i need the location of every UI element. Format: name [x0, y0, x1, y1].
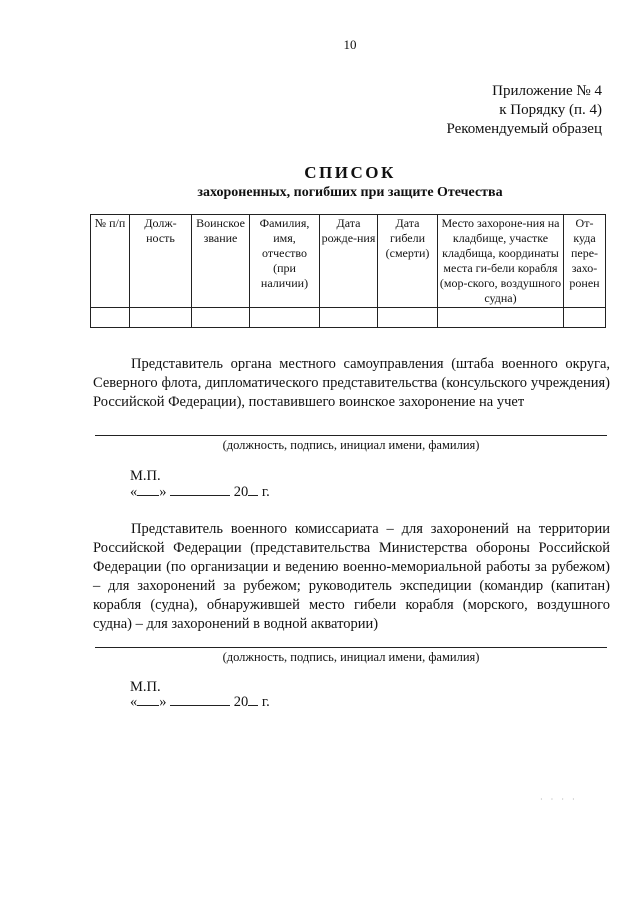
column-header-position: Долж-ность	[130, 215, 192, 308]
date-open-quote: «	[130, 484, 138, 500]
signature-line-2[interactable]	[95, 647, 607, 648]
table-cell[interactable]	[378, 308, 438, 328]
table-cell[interactable]	[192, 308, 250, 328]
appendix-block	[446, 82, 602, 139]
date-field-1	[130, 484, 270, 501]
stamp-label-2: М.П.	[130, 679, 161, 695]
signature-caption-1: (должность, подпись, инициал имени, фамилия)	[222, 438, 480, 452]
column-header-rank: Воинское звание	[192, 215, 250, 308]
column-header-birth-date: Дата рожде-ния	[320, 215, 378, 308]
date-close-quote: »	[159, 484, 167, 500]
date-field-2	[130, 694, 270, 711]
table-cell[interactable]	[250, 308, 320, 328]
month-blank[interactable]	[170, 705, 230, 706]
page-number: 10	[343, 37, 357, 52]
day-blank[interactable]	[137, 705, 159, 706]
table-cell[interactable]	[438, 308, 564, 328]
representative-paragraph-1: Представитель органа местного самоуправления (штаба военного округа, Северного флота, дипломатического представительства (консульского учреждения) Российской Федерации), поставившего воинское захоронение на учет	[93, 356, 610, 410]
table-header-row	[91, 215, 606, 308]
table-cell[interactable]	[130, 308, 192, 328]
table-cell[interactable]	[320, 308, 378, 328]
scan-noise-decoration: · · · ·	[540, 795, 578, 804]
year-prefix: 20	[233, 694, 249, 710]
appendix-line-2: к Порядку (п. 4)	[499, 102, 602, 118]
day-blank[interactable]	[137, 495, 159, 496]
year-suffix: г.	[261, 484, 270, 500]
table-cell[interactable]	[91, 308, 130, 328]
date-open-quote: «	[130, 694, 138, 710]
year-prefix: 20	[233, 484, 249, 500]
representative-paragraph-2: Представитель военного комиссариата – для захоронений на территории Российской Федерации (представительства Министерства обороны Российской Федерации (по организации и ведению военно-мемориальной работы за рубежом) – для захоронений за рубежом; руководитель экспедиции (командир (капитан) корабля (судна), обнаружившей место гибели корабля (морского, воздушного судна) – для захоронений в водной акватории)	[93, 521, 610, 632]
year-suffix: г.	[261, 694, 270, 710]
appendix-line-1: Приложение № 4	[492, 83, 602, 99]
document-title: СПИСОК	[304, 163, 396, 182]
year-blank[interactable]	[248, 495, 258, 496]
signature-caption-2: (должность, подпись, инициал имени, фамилия)	[222, 650, 480, 664]
burial-list-table	[90, 214, 606, 328]
table-cell[interactable]	[564, 308, 606, 328]
column-header-full-name: Фамилия, имя, отчество (при наличии)	[250, 215, 320, 308]
date-close-quote: »	[159, 694, 167, 710]
document-subtitle: захороненных, погибших при защите Отечества	[197, 185, 503, 200]
column-header-number: № п/п	[91, 215, 130, 308]
year-blank[interactable]	[248, 705, 258, 706]
column-header-burial-place: Место захороне-ния на кладбище, участке кладбища, координаты места ги-бели корабля (мор-ского, воздушного судна)	[438, 215, 564, 308]
stamp-label-1: М.П.	[130, 468, 161, 484]
appendix-line-3: Рекомендуемый образец	[446, 121, 602, 137]
column-header-reburied-from: От-куда пере-захо-ронен	[564, 215, 606, 308]
table-row	[91, 308, 606, 328]
column-header-death-date: Дата гибели (смерти)	[378, 215, 438, 308]
month-blank[interactable]	[170, 495, 230, 496]
signature-line-1[interactable]	[95, 435, 607, 436]
